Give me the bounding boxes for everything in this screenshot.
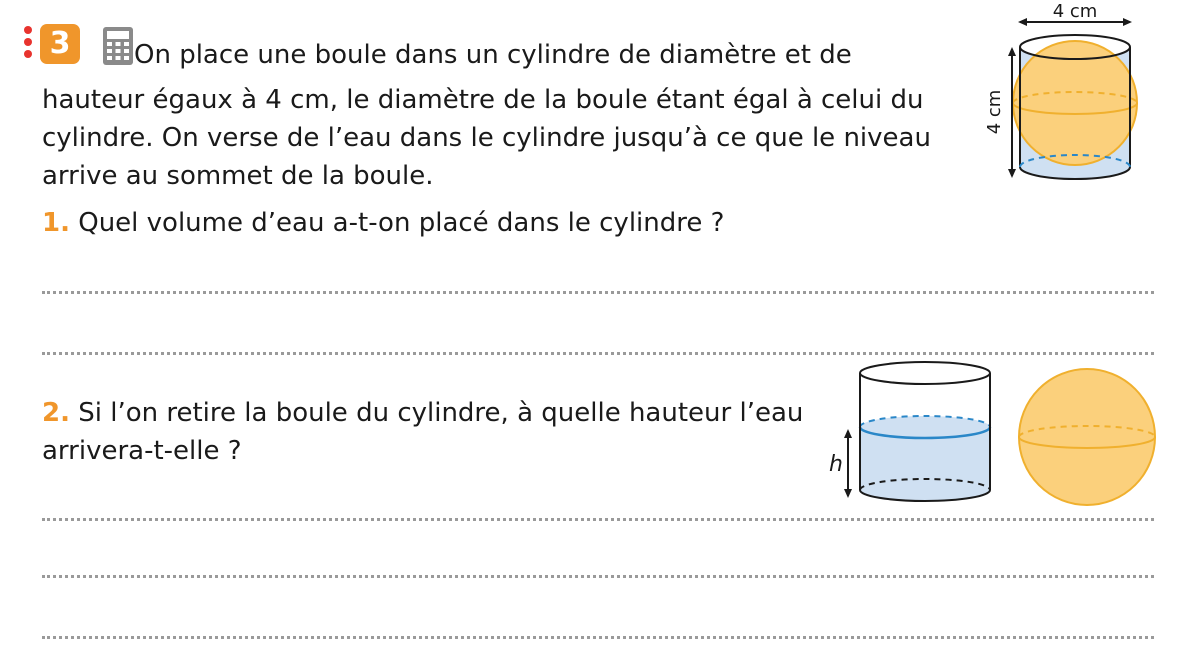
question-2	[42, 394, 803, 432]
answer-line	[42, 575, 1154, 578]
answer-line	[42, 636, 1154, 639]
difficulty-dot	[24, 50, 32, 58]
figure-sphere	[1015, 365, 1160, 510]
difficulty-dot	[24, 38, 32, 46]
statement-line: cylindre. On verse de l’eau dans le cylindre jusqu’à ce que le niveau	[42, 123, 931, 153]
exercise-number: 3	[40, 24, 80, 64]
figure-cylinder-water	[815, 355, 1005, 515]
difficulty-dots	[24, 26, 32, 62]
question-1	[42, 204, 724, 242]
question-text: Quel volume d’eau a-t-on placé dans le cylindre ?	[78, 208, 725, 238]
question-text-continued: arrivera-t-elle ?	[42, 436, 242, 466]
calculator-icon	[102, 26, 134, 66]
figure-sphere-in-cylinder	[970, 0, 1170, 192]
answer-line	[42, 291, 1154, 294]
statement-line: hauteur égaux à 4 cm, le diamètre de la boule étant égal à celui du	[42, 85, 924, 115]
answer-line	[42, 518, 1154, 521]
statement-line: arrive au sommet de la boule.	[42, 161, 434, 191]
difficulty-dot	[24, 26, 32, 34]
question-text: Si l’on retire la boule du cylindre, à quelle hauteur l’eau	[78, 398, 804, 428]
statement-line: On place une boule dans un cylindre de diamètre et de	[134, 40, 852, 70]
question-number: 2.	[42, 398, 70, 428]
side-dimension-label: 4 cm	[984, 89, 1005, 135]
height-label: h	[829, 452, 843, 477]
exercise-header	[10, 24, 134, 72]
top-dimension-label: 4 cm	[1052, 1, 1098, 22]
question-number: 1.	[42, 208, 70, 238]
